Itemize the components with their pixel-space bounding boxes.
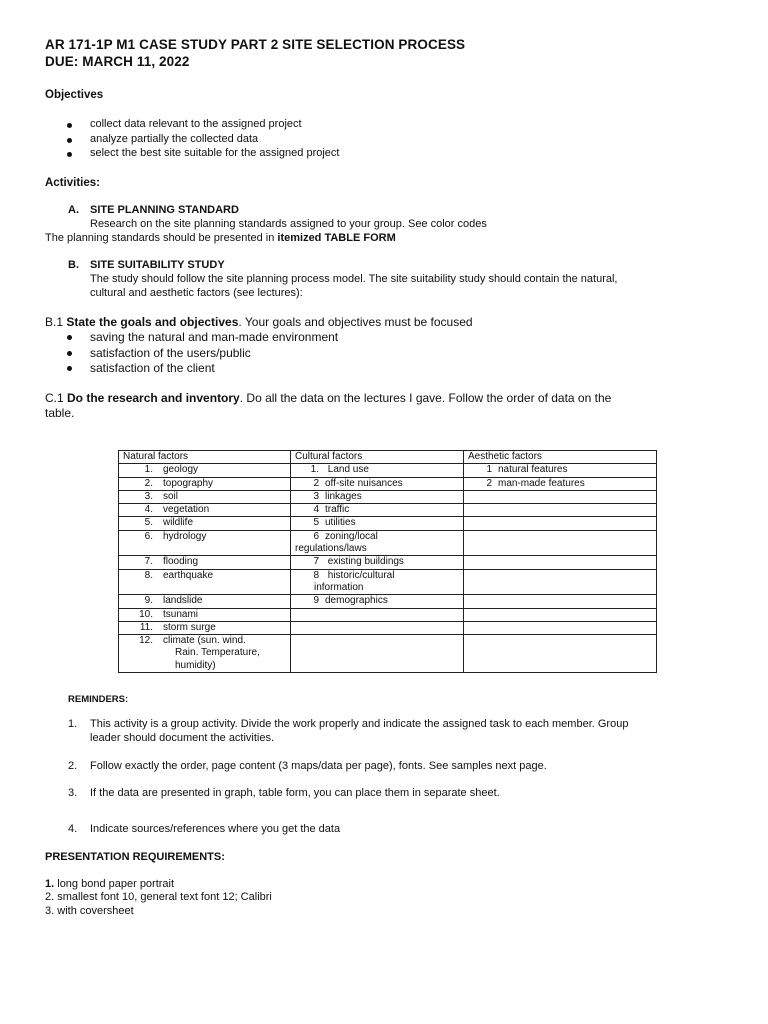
doc-title: AR 171-1P M1 CASE STUDY PART 2 SITE SELECTION PROCESS [45,37,466,52]
section-b-text-2: cultural and aesthetic factors (see lectures): [90,287,303,299]
table-row: 7. flooding 7 existing buildings [119,556,657,569]
goal-item: saving the natural and man-made environment [90,330,338,344]
goal-item: satisfaction of the users/public [90,346,251,360]
c1-research-2: table. [45,406,75,420]
section-a-label: A. [68,204,79,216]
reminder-text: If the data are presented in graph, table form, you can place them in separate sheet. [90,787,500,799]
presentation-heading: PRESENTATION REQUIREMENTS: [45,851,225,863]
presentation-item: 3. with coversheet [45,905,134,917]
reminder-text: Follow exactly the order, page content (3 maps/data per page), fonts. See samples next page. [90,760,547,772]
presentation-item: 1. long bond paper portrait [45,878,175,890]
reminder-number: 4. [68,823,78,835]
presentation-item: 2. smallest font 10, general text font 12; Calibri [45,891,272,903]
section-b-title: SITE SUITABILITY STUDY [90,259,225,271]
table-row: 10. tsunami [119,608,657,621]
section-a-text-2: The planning standards should be presented in itemized TABLE FORM [45,232,396,244]
reminder-text: Indicate sources/references where you get the data [90,823,341,835]
table-row: 8. earthquake 8 historic/cultural information [119,569,657,595]
reminder-number: 1. [68,718,78,730]
bullet-icon [67,138,72,143]
section-a-text: Research on the site planning standards assigned to your group. See color codes [90,218,487,230]
reminder-text-2: leader should document the activities. [90,732,275,744]
table-header-row [119,451,657,464]
section-b-label: B. [68,259,79,271]
bullet-icon [67,335,72,340]
table-row: 11. storm surge [119,621,657,634]
reminder-number: 3. [68,787,78,799]
header-natural: Natural factors [119,451,291,464]
table-row: 9. landslide 9 demographics [119,595,657,608]
objective-item: collect data relevant to the assigned project [90,118,302,130]
bullet-icon [67,366,72,371]
objectives-heading: Objectives [45,89,104,101]
section-a-title: SITE PLANNING STANDARD [90,204,239,216]
objective-item: analyze partially the collected data [90,133,258,145]
bullet-icon [67,351,72,356]
objective-item: select the best site suitable for the assigned project [90,147,339,159]
bullet-icon [67,123,72,128]
c1-research: C.1 Do the research and inventory. Do all the data on the lectures I gave. Follow the order of data on the [45,391,612,405]
section-b-text: The study should follow the site planning process model. The site suitability study should contain the natural, [90,273,618,285]
table-row: 1. geology 1. Land use 1 natural features [119,464,657,477]
due-date: DUE: MARCH 11, 2022 [45,54,190,69]
table-row: 3. soil 3 linkages [119,490,657,503]
reminder-number: 2. [68,760,78,772]
header-cultural: Cultural factors [291,451,464,464]
table-row: 2. topography 2 off-site nuisances 2 man-made features [119,477,657,490]
table-row: 6. hydrology 6 zoning/local regulations/laws [119,530,657,556]
factors-table [118,450,657,673]
bullet-icon [67,152,72,157]
reminder-text: This activity is a group activity. Divide the work properly and indicate the assigned task to each member. Group [90,718,629,730]
header-aesthetic: Aesthetic factors [464,451,657,464]
table-row: 5. wildlife 5 utilities [119,517,657,530]
table-row: 4. vegetation 4 traffic [119,504,657,517]
reminders-heading: REMINDERS: [68,694,129,705]
table-row: 12. climate (sun. wind. Rain. Temperature, humidity) [119,635,657,673]
b1-goals: B.1 State the goals and objectives. Your goals and objectives must be focused [45,315,473,329]
activities-heading: Activities: [45,177,100,189]
goal-item: satisfaction of the client [90,361,215,375]
